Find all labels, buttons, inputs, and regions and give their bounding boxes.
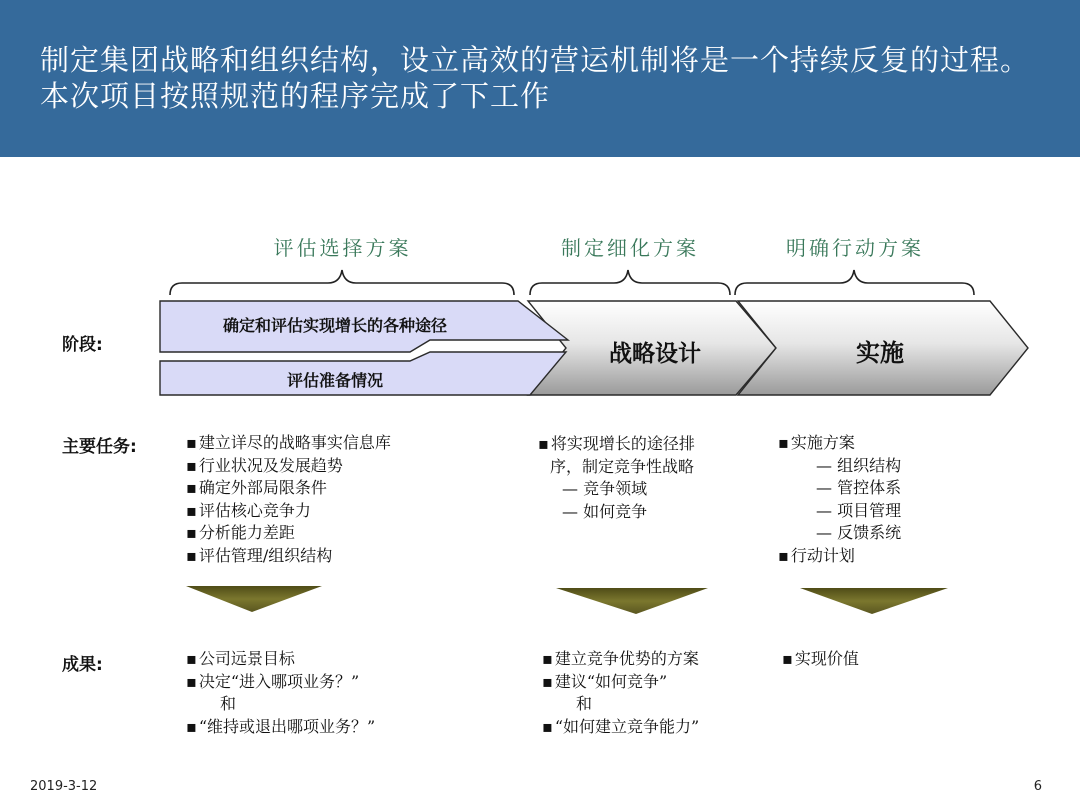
- phase-label-evaluate: 评估选择方案: [273, 236, 412, 260]
- funnel-arrow-3: [800, 588, 948, 614]
- list-item: ▪ 评估核心竞争力: [186, 500, 391, 523]
- brace-action: [735, 270, 974, 295]
- list-item: — 组织结构: [778, 455, 901, 478]
- list-item: — 项目管理: [778, 500, 901, 523]
- stage-text-implement: 实施: [856, 339, 904, 367]
- funnel-arrow-2: [556, 588, 708, 614]
- row-label-stage: 阶段:: [62, 335, 103, 355]
- list-item: ▪ “如何建立竞争能力”: [542, 716, 699, 739]
- list-item: ▪ 建议“如何竞争”: [542, 671, 699, 694]
- stage-text-strategy: 战略设计: [609, 341, 701, 367]
- row-label-tasks: 主要任务:: [62, 437, 137, 457]
- list-item: ▪ 建立详尽的战略事实信息库: [186, 432, 391, 455]
- results-list-action: [782, 648, 859, 671]
- list-item: ▪ 决定“进入哪项业务？”: [186, 671, 375, 694]
- list-item: — 管控体系: [778, 477, 901, 500]
- tasks-list-refine: [538, 433, 695, 523]
- list-item: ▪ 评估管理/组织结构: [186, 545, 391, 568]
- list-item: — 竞争领域: [538, 478, 695, 501]
- footer-date: 2019-3-12: [30, 779, 98, 794]
- list-item: ▪ 行业状况及发展趋势: [186, 455, 391, 478]
- brace-refine: [530, 270, 730, 295]
- list-item: — 反馈系统: [778, 522, 901, 545]
- results-list-refine: [542, 648, 699, 738]
- list-item: ▪ 确定外部局限条件: [186, 477, 391, 500]
- list-item: 和: [220, 694, 237, 713]
- phase-label-action: 明确行动方案: [786, 236, 924, 260]
- stage-text-evaluate-paths: 确定和评估实现增长的各种途径: [222, 316, 447, 335]
- list-item: ▪ 实施方案: [778, 432, 901, 455]
- results-list-evaluate: [186, 648, 375, 738]
- tasks-list-evaluate: [186, 432, 391, 567]
- list-item: — 如何竞争: [538, 501, 695, 524]
- page-title: 制定集团战略和组织结构，设立高效的营运机制将是一个持续反复的过程。本次项目按照规范的程序完成了下工作: [40, 43, 1031, 113]
- tasks-list-action: [778, 432, 901, 567]
- row-label-results: 成果:: [62, 655, 103, 675]
- list-item: ▪ 行动计划: [778, 545, 901, 568]
- stage-text-readiness: 评估准备情况: [286, 371, 383, 390]
- page-number: 6: [1033, 779, 1042, 794]
- list-item: ▪ 建立竞争优势的方案: [542, 648, 699, 671]
- list-item: ▪ 公司远景目标: [186, 648, 375, 671]
- list-item: ▪ 分析能力差距: [186, 522, 391, 545]
- list-item: 序，制定竞争性战略: [550, 456, 695, 476]
- list-item: ▪ 实现价值: [782, 648, 859, 671]
- list-item: ▪ 将实现增长的途径排: [538, 433, 695, 456]
- funnel-arrow-1: [186, 586, 322, 612]
- brace-evaluate: [170, 270, 514, 295]
- list-item: 和: [576, 694, 593, 713]
- list-item: ▪ “维持或退出哪项业务？”: [186, 716, 375, 739]
- phase-label-refine: 制定细化方案: [561, 236, 699, 260]
